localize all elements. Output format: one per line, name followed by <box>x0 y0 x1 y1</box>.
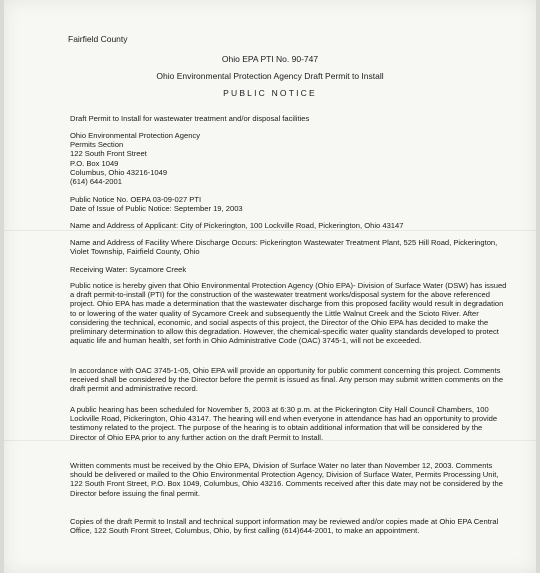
agency-address <box>70 131 510 186</box>
paragraph-text: A public hearing has been scheduled for November 5, 2003 at 6:30 p.m. at the Pickerington City Hall Council Chambers, 100 Lockville Road, Pickerington, Ohio 43147. The hearing will end when everyone in attendance has had an opportunity to provide testimony related to the project. The purpose of the hearing is to obtain additional information that will be considered by the Director of Ohio EPA prior to any further action on the draft Permit to Install. <box>70 405 498 442</box>
notice-title: PUBLIC NOTICE <box>223 88 317 98</box>
notice-number: Public Notice No. OEPA 03-09-027 PTI <box>70 195 202 204</box>
document-page <box>4 0 536 573</box>
receiving-water-text: Receiving Water: Sycamore Creek <box>70 265 187 274</box>
applicant-line <box>70 221 510 230</box>
paragraph-text: In accordance with OAC 3745-1-05, Ohio EPA will provide an opportunity for public comment concerning this project. Comments received shall be considered by the Director before the permit is issued as final. Any person may submit written comments on the draft permit and administrative record. <box>70 366 504 394</box>
paragraph-copies <box>70 517 510 535</box>
intro-text: Draft Permit to Install for wastewater treatment and/or disposal facilities <box>70 114 310 123</box>
notice-info <box>70 195 510 213</box>
issue-date: Date of Issue of Public Notice: September 19, 2003 <box>70 204 243 214</box>
paragraph-hearing <box>70 405 510 442</box>
intro-line <box>70 114 510 123</box>
paragraph-text: Public notice is hereby given that Ohio Environmental Protection Agency (Ohio EPA)- Division of Surface Water (DSW) has issued a draft permit-to-install (PTI) for the construction of the wastewater treatment works/disposal system for the above referenced project. Ohio EPA has made a determination that the wastewater discharge from this proposed facility would result in degradation to or lowering of the water quality of Sycamore Creek and subsequently the Little Walnut Creek and the Scioto River. After considering the technical, economic, and social aspects of this project, the Director of the Ohio EPA has decided to make the preliminary determination to allow this degradation. However, the chemical-specific water quality standards developed to protect aquatic life and human health, set forth in Ohio Administrative Code (OAC) 3745-1, will not be exceeded. <box>70 281 507 346</box>
applicant-text: Name and Address of Applicant: City of Pickerington, 100 Lockville Road, Pickerington, Ohio 43147 <box>70 221 404 230</box>
paragraph-written-comments <box>70 461 510 498</box>
paragraph-text: Copies of the draft Permit to Install and technical support information may be reviewed and/or copies made at Ohio EPA Central Office, 122 South Front Street, Columbus, Ohio, by first calling (614)644-2001, to make an appointment. <box>70 517 499 536</box>
address-line: Permits Section <box>70 140 124 150</box>
address-line: (614) 644-2001 <box>70 177 122 187</box>
address-line: Ohio Environmental Protection Agency <box>70 131 201 140</box>
address-line: 122 South Front Street <box>70 149 147 159</box>
facility-block <box>70 238 510 256</box>
address-line: P.O. Box 1049 <box>70 158 119 168</box>
pti-number: Ohio EPA PTI No. 90-747 <box>221 54 319 64</box>
address-line: Columbus, Ohio 43216-1049 <box>70 167 168 177</box>
facility-text: Name and Address of Facility Where Discharge Occurs: Pickerington Wastewater Treatment Plant, 525 Hill Road, Pickerington, Violet Township, Fairfield County, Ohio <box>70 238 498 257</box>
paragraph-degradation <box>70 281 510 345</box>
paragraph-text: Written comments must be received by the Ohio EPA, Division of Surface Water no later than November 12, 2003. Comments should be delivered or mailed to the Ohio Environmental Protection Agency, Division of Surface Water, Permits Processing Unit, 122 South Front Street, P.O. Box 1049, Columbus, Ohio 43216. Comments received after this date may not be considered by the Director before issuing the final permit. <box>70 461 503 498</box>
paragraph-comment-opportunity <box>70 366 510 394</box>
county-label: Fairfield County <box>68 34 128 44</box>
receiving-water <box>70 265 510 274</box>
agency-title: Ohio Environmental Protection Agency Draft Permit to Install <box>156 71 384 81</box>
